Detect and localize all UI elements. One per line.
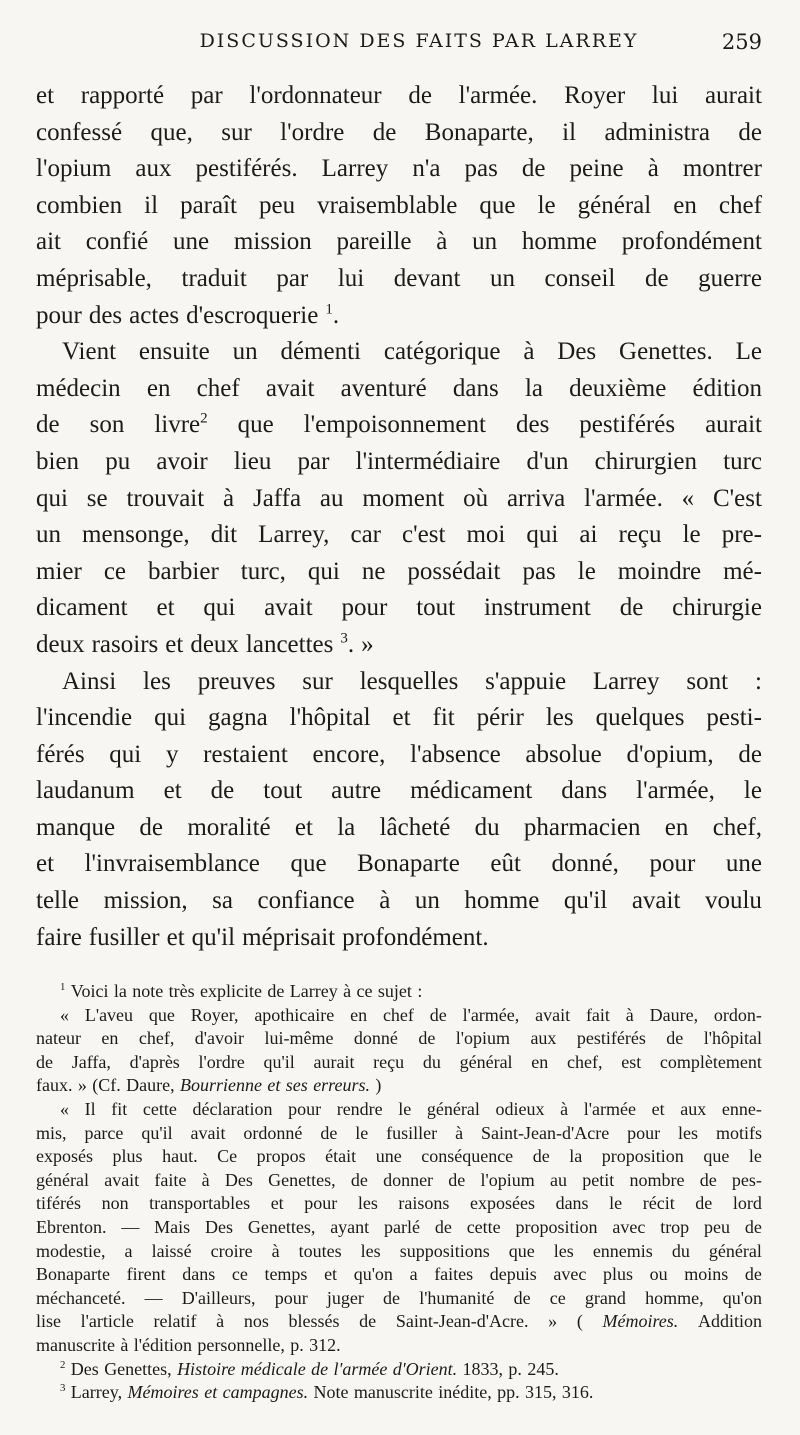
body-line: combien il paraît peu vraisemblable que le général en chef — [36, 191, 762, 219]
body-line: méprisable, traduit par lui devant un conseil de guerre — [36, 264, 762, 292]
footnote-line: méchanceté. — D'ailleurs, pour juger de l'humanité de ce grand homme, qu'on — [36, 1287, 762, 1308]
body-line: manque de moralité et la lâcheté du pharmacien en chef, — [36, 813, 762, 841]
body-line: l'opium aux pestiférés. Larrey n'a pas de peine à montrer — [36, 155, 762, 183]
body-line: Vient ensuite un démenti catégorique à Des Genettes. Le — [62, 338, 762, 366]
footnote-line: $^1$ Voici la note très explicite de Larrey à ce sujet : — [60, 981, 423, 1001]
body-line: faire fusiller et qu'il méprisait profondément. — [36, 923, 489, 951]
running-title: DISCUSSION DES FAITS PAR LARREY — [199, 30, 639, 52]
footnote-line: faux. » (Cf. Daure, Bourrienne et ses erreurs. ) — [36, 1075, 382, 1096]
footnote-line: $^3$ Larrey, Mémoires et campagnes. Note manuscrite inédite, pp. 315, 316. — [60, 1382, 594, 1403]
body-line: mier ce barbier turc, qui ne possédait pas le moindre mé- — [36, 557, 762, 585]
body-line: médecin en chef avait aventuré dans la deuxième édition — [36, 374, 762, 402]
body-line: telle mission, sa confiance à un homme qu'il avait voulu — [36, 887, 762, 915]
footnote-line: nateur en chef, d'avoir lui-même donné de l'opium aux pestiférés de l'hôpital — [36, 1028, 762, 1049]
footnote-line: Ebrenton. — Mais Des Genettes, ayant parlé de cette proposition avec trop peu de — [36, 1216, 762, 1237]
footnote-line: exposés plus haut. Ce propos était une conséquence de la proposition que le — [36, 1146, 762, 1167]
footnote-line: général avait faite à Des Genettes, de donner de l'opium au petit nombre de pes- — [36, 1169, 762, 1190]
footnote-line: de Jaffa, d'après l'ordre qu'il aurait reçu du général en chef, est complètement — [36, 1051, 762, 1072]
body-line: bien pu avoir lieu par l'intermédiaire d'un chirurgien turc — [36, 447, 762, 475]
footnote-line: manuscrite à l'édition personnelle, p. 312. — [36, 1334, 341, 1355]
footnote-line: Bonaparte firent dans ce temps et qu'on a faites depuis avec plus ou moins de — [36, 1264, 762, 1285]
body-line: et l'invraisemblance que Bonaparte eût donné, pour une — [36, 850, 762, 878]
page-number: 259 — [721, 30, 762, 54]
body-line: Ainsi les preuves sur lesquelles s'appuie Larrey sont : — [62, 667, 762, 695]
body-text — [36, 78, 762, 956]
footnotes — [36, 980, 762, 1405]
body-line: laudanum et de tout autre médicament dans l'armée, le — [36, 777, 762, 805]
footnote-line: modestie, a laissé croire à toutes les suppositions que les ennemis du général — [36, 1240, 762, 1261]
body-line: deux rasoirs et deux lancettes $^3$. » — [36, 630, 374, 658]
running-head — [36, 30, 762, 60]
body-line: férés qui y restaient encore, l'absence absolue d'opium, de — [36, 740, 762, 768]
body-line: un mensonge, dit Larrey, car c'est moi qui ai reçu le pre- — [36, 521, 762, 549]
body-line: dicament et qui avait pour tout instrument de chirurgie — [36, 594, 762, 622]
footnote-line: tiférés non transportables et pour les raisons exposées dans le récit de lord — [36, 1193, 762, 1214]
body-line: et rapporté par l'ordonnateur de l'armée. Royer lui aurait — [36, 82, 762, 109]
body-line: pour des actes d'escroquerie $^1$. — [36, 301, 340, 329]
footnote-line: « Il fit cette déclaration pour rendre le général odieux à l'armée et aux enne- — [60, 1098, 762, 1119]
body-line: confessé que, sur l'ordre de Bonaparte, il administra de — [36, 118, 762, 146]
body-line: l'incendie qui gagna l'hôpital et fit périr les quelques pesti- — [36, 704, 762, 732]
body-line: qui se trouvait à Jaffa au moment où arriva l'armée. « C'est — [36, 484, 762, 512]
body-line: ait confié une mission pareille à un homme profondément — [36, 228, 762, 256]
body-line: de son livre$^2$ que l'empoisonnement des pestiférés aurait — [36, 411, 762, 439]
footnote-line: « L'aveu que Royer, apothicaire en chef de l'armée, avait fait à Daure, ordon- — [60, 1004, 762, 1025]
footnote-line: lise l'article relatif à nos blessés de Saint-Jean-d'Acre. » ( Mémoires. Addition — [36, 1311, 762, 1332]
footnote-line: $^2$ Des Genettes, Histoire médicale de l'armée d'Orient. 1833, p. 245. — [60, 1358, 559, 1379]
footnote-line: mis, parce qu'il avait ordonné de le fusiller à Saint-Jean-d'Acre pour les motifs — [36, 1122, 762, 1143]
